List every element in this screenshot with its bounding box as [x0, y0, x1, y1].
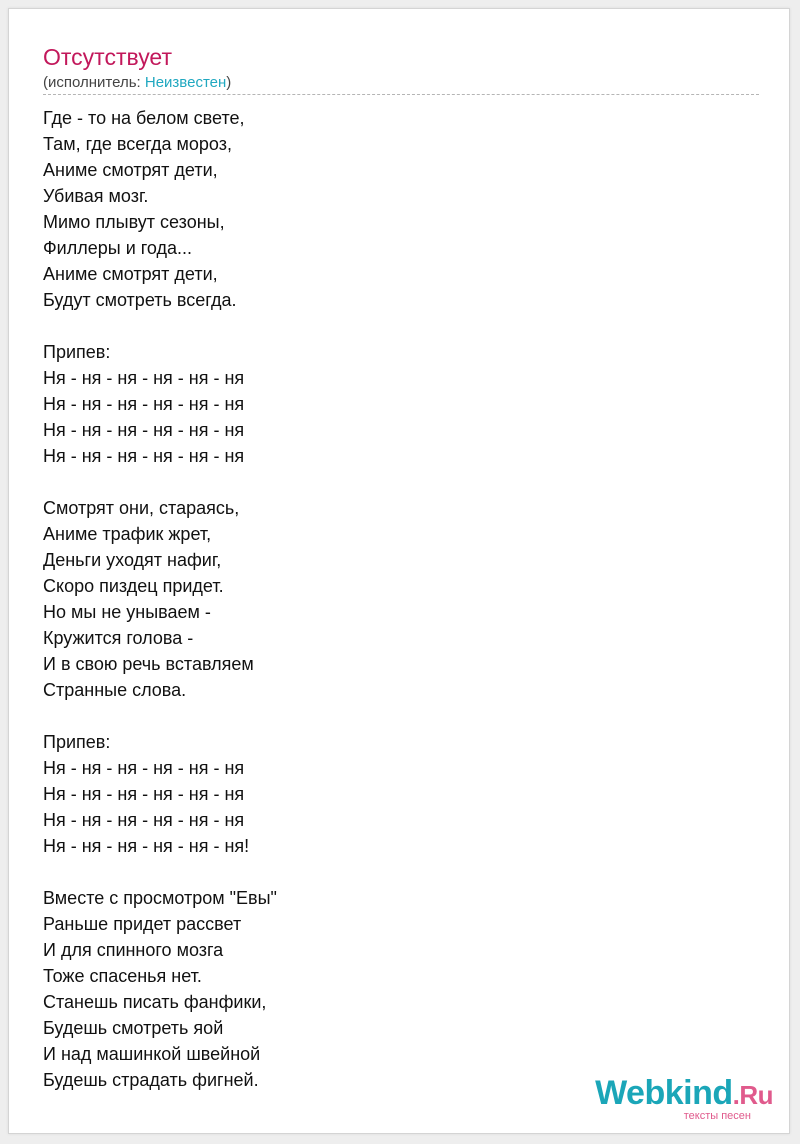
lyric-line: Ня - ня - ня - ня - ня - ня — [43, 368, 245, 388]
lyric-line: Ня - ня - ня - ня - ня - ня — [43, 810, 245, 830]
lyric-line: Ня - ня - ня - ня - ня - ня! — [43, 836, 250, 856]
lyric-line: Смотрят они, стараясь, — [43, 498, 240, 518]
artist-suffix: ) — [226, 74, 232, 91]
lyric-blank-line — [43, 703, 277, 729]
lyric-line: Ня - ня - ня - ня - ня - ня — [43, 784, 245, 804]
lyric-line: Будут смотреть всегда. — [43, 290, 237, 310]
lyric-line: Раньше придет рассвет — [43, 914, 242, 934]
song-title: Отсутствует — [43, 44, 172, 70]
logo-domain-text: .Ru — [732, 1080, 773, 1110]
lyric-line: И в свою речь вставляем — [43, 654, 254, 674]
lyric-line: Будешь страдать фигней. — [43, 1070, 259, 1090]
artist-line — [43, 74, 231, 92]
lyrics-sheet — [8, 8, 790, 1134]
logo-tagline: тексты песен — [683, 1110, 751, 1122]
lyric-line: Кружится голова - — [43, 628, 194, 648]
lyric-blank-line — [43, 313, 277, 339]
lyric-line: Будешь смотреть яой — [43, 1018, 224, 1038]
webkind-logo[interactable] — [573, 1075, 773, 1121]
lyric-line: Ня - ня - ня - ня - ня - ня — [43, 446, 245, 466]
lyric-line: И для спинного мозга — [43, 940, 224, 960]
artist-prefix: (исполнитель: — [43, 74, 145, 91]
logo-main-text: Webkind — [595, 1074, 733, 1112]
lyric-line: И над машинкой швейной — [43, 1044, 261, 1064]
lyric-line: Аниме смотрят дети, — [43, 264, 218, 284]
lyric-line: Аниме смотрят дети, — [43, 160, 218, 180]
lyric-line: Скоро пиздец придет. — [43, 576, 224, 596]
lyric-line: Аниме трафик жрет, — [43, 524, 212, 544]
lyric-line: Филлеры и года... — [43, 238, 193, 258]
lyric-line: Где - то на белом свете, — [43, 108, 245, 128]
lyric-line: Ня - ня - ня - ня - ня - ня — [43, 758, 245, 778]
artist-link[interactable]: Неизвестен — [144, 74, 227, 91]
lyrics-body — [43, 105, 277, 1093]
lyric-line: Странные слова. — [43, 680, 187, 700]
lyric-line: Деньги уходят нафиг, — [43, 550, 222, 570]
lyric-line: Убивая мозг. — [43, 186, 149, 206]
lyric-line: Вместе с просмотром "Евы" — [43, 888, 277, 908]
title-divider — [43, 94, 759, 95]
lyric-line: Ня - ня - ня - ня - ня - ня — [43, 420, 245, 440]
lyric-line: Припев: — [43, 342, 111, 362]
lyric-line: Станешь писать фанфики, — [43, 992, 267, 1012]
lyric-line: Там, где всегда мороз, — [43, 134, 232, 154]
lyric-line: Мимо плывут сезоны, — [43, 212, 225, 232]
lyric-blank-line — [43, 469, 277, 495]
lyric-blank-line — [43, 859, 277, 885]
logo-wordmark — [595, 1075, 773, 1113]
lyric-line: Припев: — [43, 732, 111, 752]
lyric-line: Тоже спасенья нет. — [43, 966, 202, 986]
lyric-line: Но мы не унываем - — [43, 602, 211, 622]
lyric-line: Ня - ня - ня - ня - ня - ня — [43, 394, 245, 414]
